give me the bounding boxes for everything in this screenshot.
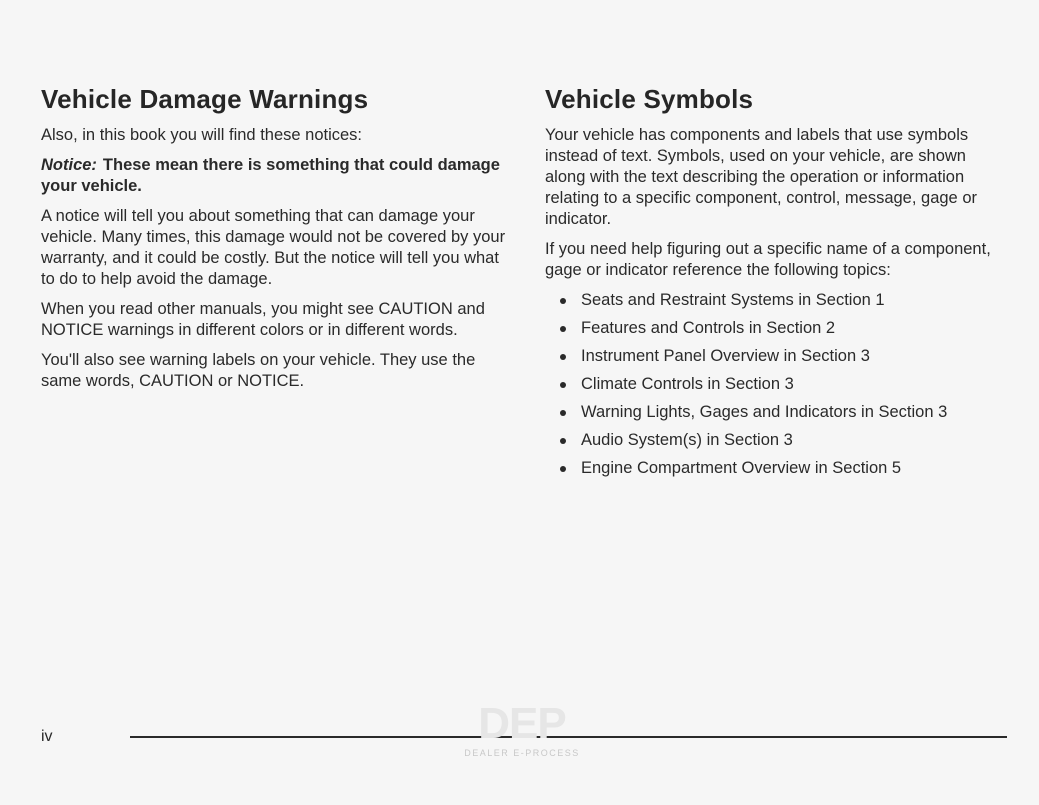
topic-text: Instrument Panel Overview in Section 3 (581, 347, 870, 365)
topic-text: Warning Lights, Gages and Indicators in Section 3 (581, 403, 948, 421)
list-item (545, 430, 1007, 451)
notice-text: These mean there is something that could damage your vehicle. (41, 156, 500, 195)
bullet-icon (560, 326, 566, 332)
list-item (545, 346, 1007, 367)
notice-block (41, 155, 511, 197)
list-item (545, 374, 1007, 395)
list-item (545, 318, 1007, 339)
body-paragraph: You'll also see warning labels on your vehicle. They use the same words, CAUTION or NOTICE. (41, 351, 476, 390)
bullet-icon (560, 298, 566, 304)
intro-paragraph: Also, in this book you will find these notices: (41, 126, 363, 144)
watermark (452, 699, 592, 758)
topic-text: Features and Controls in Section 2 (581, 319, 836, 337)
topics-list (545, 290, 1007, 479)
topic-text: Engine Compartment Overview in Section 5 (581, 459, 902, 477)
topic-text: Audio System(s) in Section 3 (581, 431, 793, 449)
list-item (545, 458, 1007, 479)
left-column (41, 84, 511, 401)
body-paragraph: A notice will tell you about something that can damage your vehicle. Many times, this damage would not be covered by your warranty, and it could be costly. But the notice will tell you what to do to help avoid the damage. (41, 207, 506, 288)
bullet-icon (560, 382, 566, 388)
section-heading-vehicle-symbols: Vehicle Symbols (545, 84, 754, 114)
list-item (545, 402, 1007, 423)
bullet-icon (560, 354, 566, 360)
body-paragraph: If you need help figuring out a specific name of a component, gage or indicator reference the following topics: (545, 240, 991, 279)
body-paragraph: When you read other manuals, you might see CAUTION and NOTICE warnings in different colors or in different words. (41, 300, 485, 339)
notice-label: Notice: (41, 156, 97, 174)
body-paragraph: Your vehicle has components and labels that use symbols instead of text. Symbols, used on your vehicle, are shown along with the text describing the operation or information relating to a specific component, control, message, gage or indicator. (545, 126, 977, 228)
bullet-icon (560, 410, 566, 416)
right-column (545, 84, 1007, 486)
bullet-icon (560, 438, 566, 444)
watermark-text: DEALER E-PROCESS (464, 748, 580, 758)
bullet-icon (560, 466, 566, 472)
topic-text: Climate Controls in Section 3 (581, 375, 794, 393)
list-item (545, 290, 1007, 311)
topic-text: Seats and Restraint Systems in Section 1 (581, 291, 885, 309)
section-heading-damage-warnings: Vehicle Damage Warnings (41, 84, 369, 114)
page-number: iv (41, 728, 53, 745)
watermark-logo: DEP (478, 699, 566, 748)
